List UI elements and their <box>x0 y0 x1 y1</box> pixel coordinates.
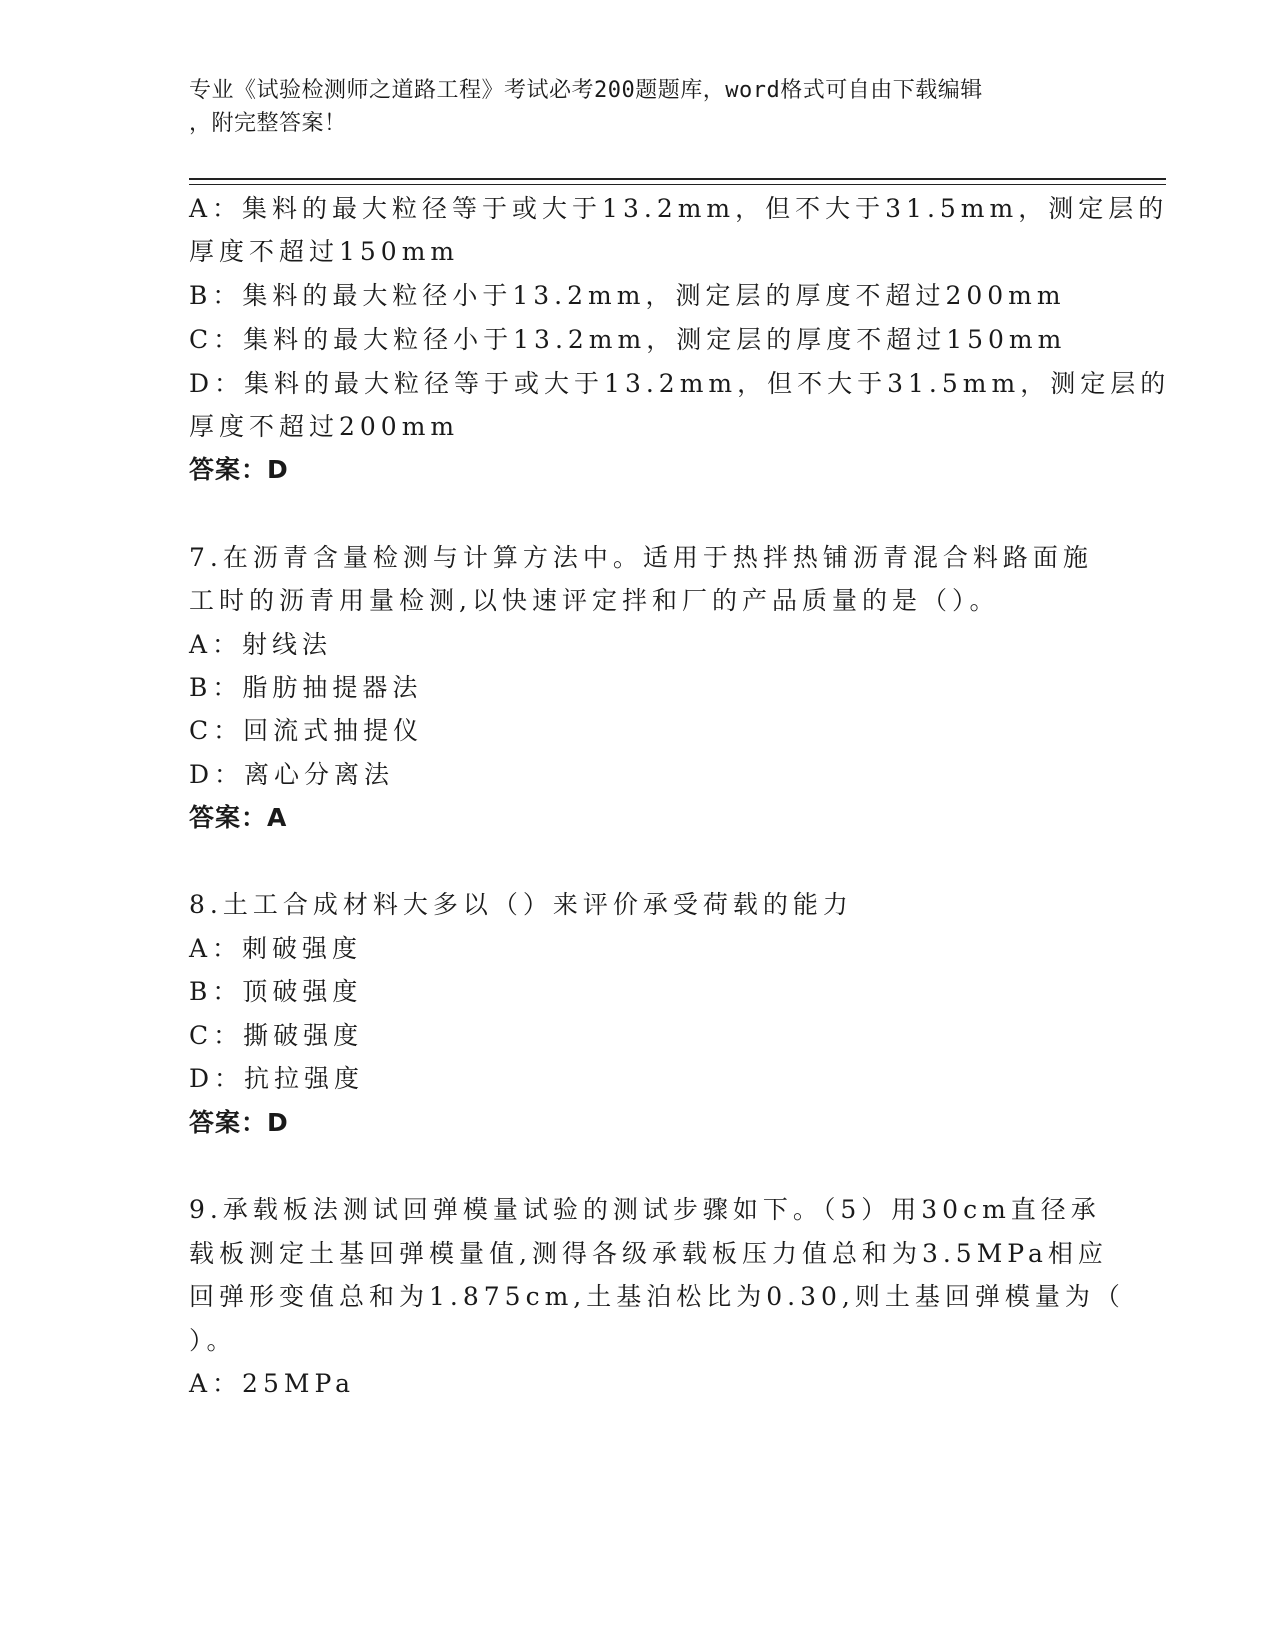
q9-stem-line1: 9.承载板法测试回弹模量试验的测试步骤如下。（5）用30cm直径承 <box>189 1195 1101 1224</box>
q9-option-a: A：25MPa <box>189 1369 356 1398</box>
q7-answer: 答案：A <box>189 803 288 832</box>
q6-option-a-line1: A：集料的最大粒径等于或大于13.2mm，但不大于31.5mm，测定层的 <box>189 194 1169 223</box>
header-rule-thin <box>189 184 1166 185</box>
q8-answer: 答案：D <box>189 1108 289 1137</box>
q8-option-d: D：抗拉强度 <box>189 1064 365 1093</box>
q8-option-c: C：撕破强度 <box>189 1021 364 1050</box>
q7-option-b: B：脂肪抽提器法 <box>189 673 423 702</box>
q8-option-b: B：顶破强度 <box>189 977 363 1006</box>
q7-option-a: A：射线法 <box>189 630 333 659</box>
header-rule-thick <box>189 178 1166 180</box>
q8-option-a: A：刺破强度 <box>189 934 363 963</box>
q6-option-d-line1: D：集料的最大粒径等于或大于13.2mm，但不大于31.5mm，测定层的 <box>189 369 1171 398</box>
q7-option-d: D：离心分离法 <box>189 760 395 789</box>
header-title-line: 专业《试验检测师之道路工程》考试必考200题题库，word格式可自由下载编辑 <box>189 78 983 103</box>
q7-stem-line1: 7.在沥青含量检测与计算方法中。适用于热拌热铺沥青混合料路面施 <box>189 543 1093 572</box>
q6-option-c: C：集料的最大粒径小于13.2mm，测定层的厚度不超过150mm <box>189 325 1067 354</box>
document-header <box>189 74 1089 140</box>
header-title-continuation: ，附完整答案！ <box>189 111 347 136</box>
q9-stem-line4: ）。 <box>189 1326 237 1355</box>
q9-stem-line3: 回弹形变值总和为1.875cm,土基泊松比为0.30,则土基回弹模量为（ <box>189 1282 1125 1311</box>
q6-option-a-line2: 厚度不超过150mm <box>189 237 460 266</box>
q6-option-b: B：集料的最大粒径小于13.2mm，测定层的厚度不超过200mm <box>189 281 1066 310</box>
q6-option-d-line2: 厚度不超过200mm <box>189 412 460 441</box>
q7-stem-line2: 工时的沥青用量检测,以快速评定拌和厂的产品质量的是（）。 <box>189 586 1000 615</box>
q7-option-c: C：回流式抽提仪 <box>189 716 424 745</box>
q9-stem-line2: 载板测定土基回弹模量值,测得各级承载板压力值总和为3.5MPa相应 <box>189 1239 1108 1268</box>
q6-answer: 答案：D <box>189 455 289 484</box>
q8-stem: 8.土工合成材料大多以（）来评价承受荷载的能力 <box>189 890 853 919</box>
